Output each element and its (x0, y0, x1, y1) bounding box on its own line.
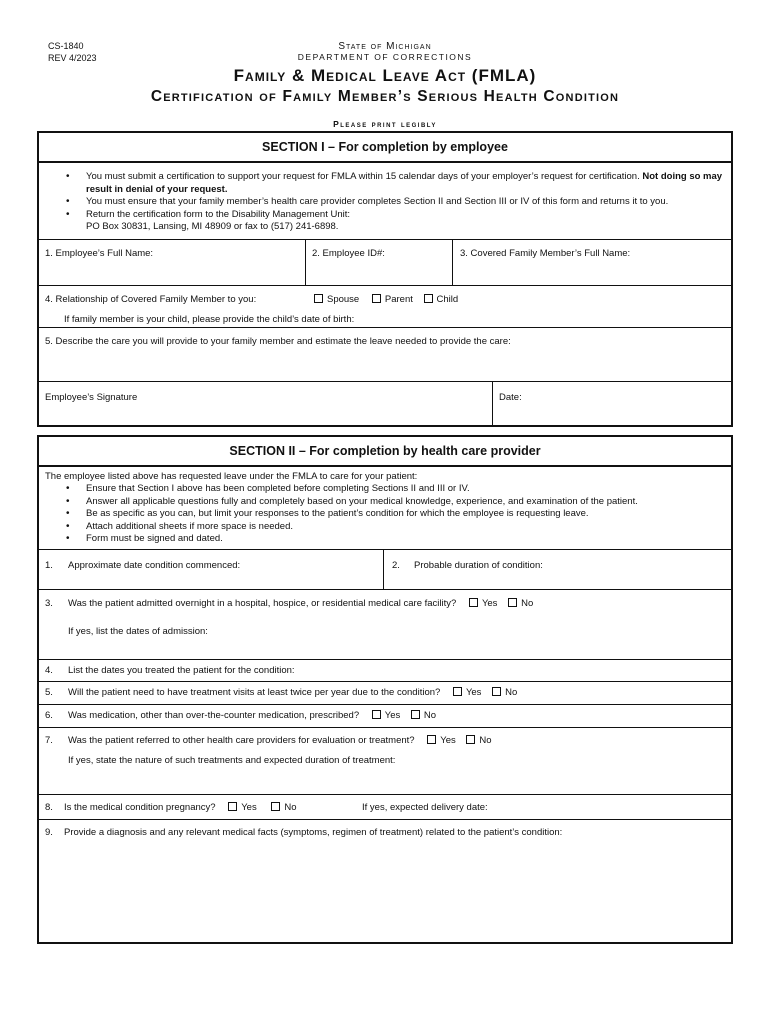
care-description-label: 5. Describe the care you will provide to your family member and estimate the leave needed to provide the care: (45, 336, 511, 347)
section1-heading: SECTION I – For completion by employee (262, 140, 508, 154)
instruction-item: • You must ensure that your family member’s health care provider completes Section II and Section III or IV of this form and returns it to you. (44, 196, 724, 209)
q7-no-label: No (479, 735, 492, 746)
instruction-item: • Attach additional sheets if more space is needed. (44, 521, 724, 534)
employee-date-label: Date: (499, 392, 522, 403)
divider (39, 681, 731, 682)
q3-number: 3. (45, 598, 53, 609)
section1-instructions (44, 171, 724, 234)
form-title: Family & Medical Leave Act (FMLA) (233, 66, 537, 85)
q8-yes-checkbox[interactable] (228, 802, 237, 811)
q5-yes-checkbox[interactable] (453, 687, 462, 696)
family-member-name-input[interactable] (453, 262, 730, 284)
employee-name-label: 1. Employee’s Full Name: (45, 248, 154, 259)
child-dob-label: If family member is your child, please provide the child’s date of birth: (64, 314, 355, 325)
q8-yes-label: Yes (241, 802, 257, 813)
q8-no-checkbox[interactable] (271, 802, 280, 811)
q5-no-checkbox[interactable] (492, 687, 501, 696)
instruction-item: • Form must be signed and dated. (44, 533, 724, 546)
form-number: CS-1840 (48, 41, 84, 51)
q5-no-label: No (505, 687, 518, 698)
q9-number: 9. (45, 827, 53, 838)
divider (39, 704, 731, 705)
divider (39, 239, 731, 240)
form-revision: REV 4/2023 (48, 53, 97, 63)
divider (39, 794, 731, 795)
q6-no-label: No (423, 710, 437, 721)
q8-label: Is the medical condition pregnancy? Yes No (64, 802, 297, 813)
family-member-name-label: 3. Covered Family Member’s Full Name: (460, 248, 631, 259)
q5-number: 5. (45, 687, 53, 698)
child-label: Child (436, 294, 459, 305)
employee-signature-label: Employee’s Signature (45, 392, 138, 403)
q7-yes-label: Yes (440, 735, 456, 746)
q5-yes-label: Yes (465, 687, 482, 698)
q6-label: Was medication, other than over-the-counter medication, prescribed? Yes No (68, 710, 437, 721)
instruction-item: • Answer all applicable questions fully and completely based on your medical knowledge, experience, and examination of the patient. (44, 496, 724, 509)
q7-no-checkbox[interactable] (466, 735, 475, 744)
care-description-input[interactable] (39, 350, 731, 380)
q7-yes-checkbox[interactable] (427, 735, 436, 744)
divider (492, 381, 493, 425)
print-instruction: Please print legibly (333, 119, 437, 129)
divider (39, 589, 731, 590)
provider-intro: The employee listed above has requested leave under the FMLA to care for your patient: (45, 471, 418, 482)
q2-number: 2. (392, 560, 400, 571)
q7-sub-label: If yes, state the nature of such treatments and expected duration of treatment: (68, 755, 396, 766)
q8-number: 8. (45, 802, 53, 813)
relationship-options (304, 294, 458, 305)
instruction-item: • Ensure that Section I above has been completed before completing Sections II and III or IV. (44, 483, 724, 496)
q6-yes-label: Yes (384, 710, 401, 721)
divider (383, 549, 384, 589)
q3-no-label: No (521, 598, 534, 609)
q8-sub-label: If yes, expected delivery date: (362, 802, 488, 813)
relationship-label: 4. Relationship of Covered Family Member to you: (45, 294, 257, 305)
q6-no-checkbox[interactable] (411, 710, 420, 719)
instruction-item: • You must submit a certification to support your request for FMLA within 15 calendar days of your employer’s request for certification. Not doing so may result in denial of your request. (44, 171, 724, 196)
parent-checkbox[interactable] (372, 294, 381, 303)
q9-label: Provide a diagnosis and any relevant medical facts (symptoms, regimen of treatment) related to the patient’s condition: (64, 827, 563, 838)
q3-yes-label: Yes (481, 598, 498, 609)
instruction-item: • Be as specific as you can, but limit your responses to the patient’s condition for which the employee is requesting leave. (44, 508, 724, 521)
q1-label: Approximate date condition commenced: (68, 560, 241, 571)
employee-id-input[interactable] (306, 262, 451, 284)
section2-instructions (44, 483, 724, 546)
instruction-item: • Return the certification form to the Disability Management Unit: PO Box 30831, Lansing, MI 48909 or fax to (517) 241-6898. (44, 209, 724, 234)
q6-number: 6. (45, 710, 53, 721)
q3-no-checkbox[interactable] (508, 598, 517, 607)
q3-sub-label: If yes, list the dates of admission: (68, 626, 208, 637)
q7-label: Was the patient referred to other health care providers for evaluation or treatment? Yes No (68, 735, 492, 746)
divider (39, 327, 731, 328)
employee-name-input[interactable] (39, 262, 304, 284)
q2-label: Probable duration of condition: (414, 560, 543, 571)
divider (39, 285, 731, 286)
dmu-address: PO Box 30831, Lansing, MI 48909 or fax to (517) 241-6898. (86, 221, 339, 232)
divider (39, 659, 731, 660)
state-name: State of Michigan (338, 41, 432, 52)
divider (39, 161, 731, 163)
form-subtitle: Certification of Family Member’s Serious Health Condition (150, 88, 620, 105)
child-checkbox[interactable] (424, 294, 433, 303)
divider (39, 727, 731, 728)
q7-number: 7. (45, 735, 53, 746)
employee-id-label: 2. Employee ID#: (312, 248, 385, 259)
q6-yes-checkbox[interactable] (372, 710, 381, 719)
q5-label: Will the patient need to have treatment visits at least twice per year due to the condition? Yes No (68, 687, 518, 698)
q4-label: List the dates you treated the patient for the condition: (68, 665, 295, 676)
divider (39, 819, 731, 820)
section2-heading: SECTION II – For completion by health care provider (229, 444, 541, 458)
divider (39, 549, 731, 550)
department-name: DEPARTMENT OF CORRECTIONS (297, 52, 473, 62)
q8-no-label: No (284, 802, 297, 813)
parent-label: Parent (384, 294, 413, 305)
divider (39, 465, 731, 467)
spouse-label: Spouse (327, 294, 360, 305)
divider (39, 381, 731, 382)
diagnosis-input[interactable] (39, 843, 731, 941)
q1-number: 1. (45, 560, 53, 571)
q3-yes-checkbox[interactable] (469, 598, 478, 607)
spouse-checkbox[interactable] (314, 294, 323, 303)
q4-number: 4. (45, 665, 53, 676)
q3-label: Was the patient admitted overnight in a hospital, hospice, or residential medical care facility? Yes No (68, 598, 534, 609)
